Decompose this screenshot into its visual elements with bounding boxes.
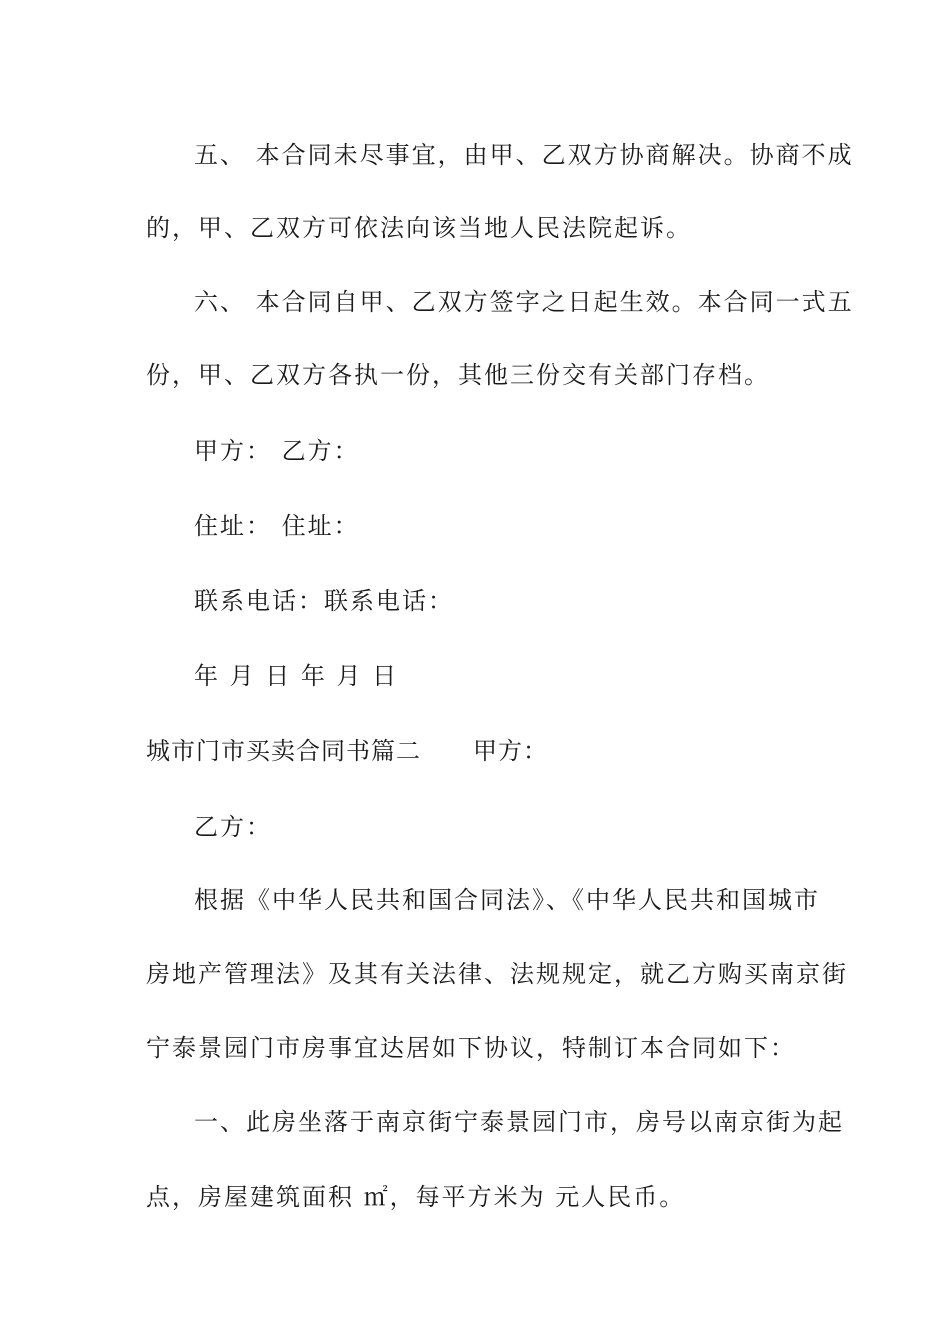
section-title: 城市门市买卖合同书篇二 (146, 737, 421, 765)
clause-one-line-1: 一、此房坐落于南京街宁泰景园门市，房号以南京街为起 (194, 1108, 844, 1136)
phone-line: 联系电话：联系电话： (194, 587, 454, 615)
section-title-line (146, 735, 816, 767)
clause-six-line-2: 份，甲、乙双方各执一份，其他三份交有关部门存档。 (146, 361, 770, 389)
clause-five-line-1: 五、 本合同未尽事宜，由甲、乙双方协商解决。协商不成 (194, 141, 854, 169)
party-signatures-line: 甲方： 乙方： (194, 437, 360, 465)
clause-five-line-2: 的，甲、乙双方可依法向该当地人民法院起诉。 (146, 214, 692, 242)
party-a-label: 甲方： (473, 737, 548, 765)
address-line: 住址： 住址： (194, 512, 360, 540)
preamble-line-1: 根据《中华人民共和国合同法》、《中华人民共和国城市 (194, 886, 820, 914)
clause-six-line-1: 六、 本合同自甲、乙双方签字之日起生效。本合同一式五 (194, 288, 854, 316)
party-b-label: 乙方： (194, 813, 272, 841)
clause-one-line-2: 点，房屋建筑面积 ㎡，每平方米为 元人民币。 (146, 1183, 686, 1211)
preamble-line-3: 宁泰景园门市房事宜达居如下协议，特制订本合同如下： (146, 1034, 796, 1062)
date-line: 年 月 日 年 月 日 (194, 662, 399, 690)
preamble-line-2: 房地产管理法》及其有关法律、法规规定，就乙方购买南京街 (146, 960, 848, 988)
